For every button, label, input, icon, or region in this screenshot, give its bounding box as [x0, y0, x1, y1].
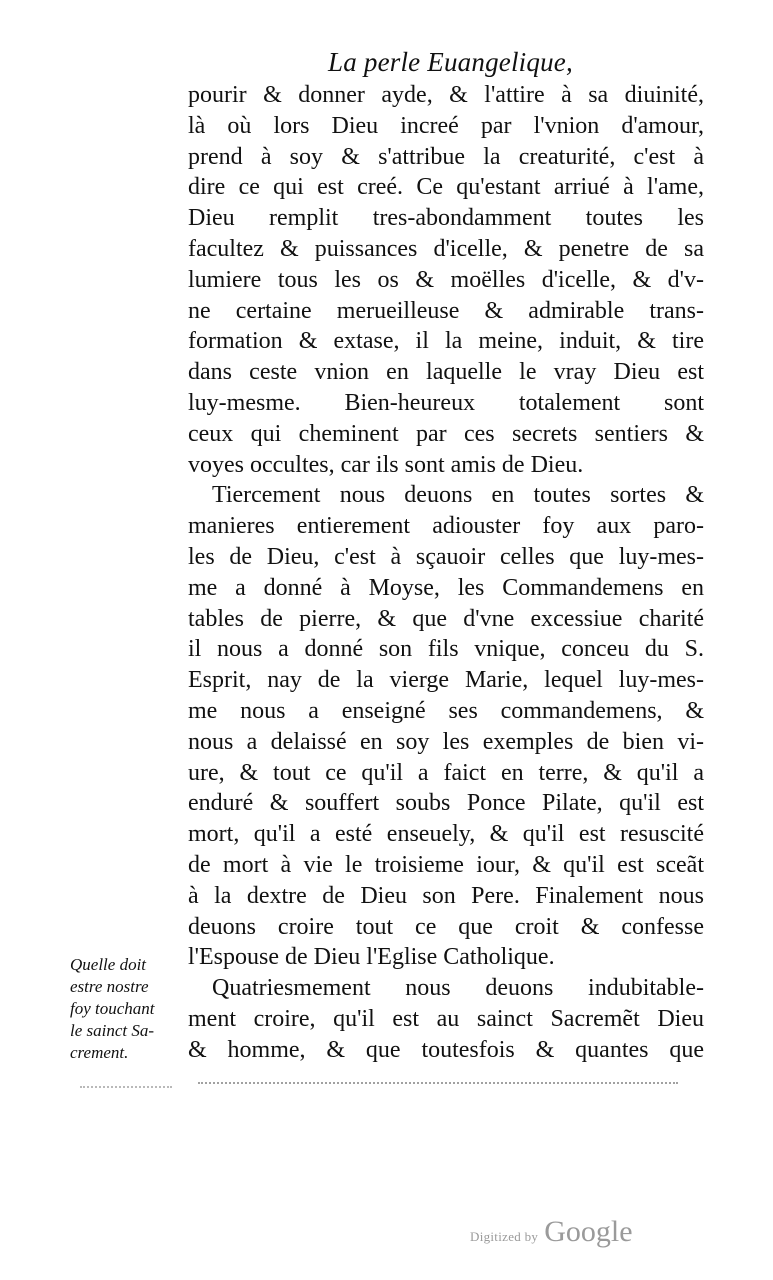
- text-line: deuons croire tout ce que croit & confesse: [188, 913, 704, 940]
- text-line: pourir & donner ayde, & l'attire à sa diuinité,: [188, 82, 704, 108]
- text-line: nous a delaissé en soy les exemples de bien vi-: [188, 728, 704, 755]
- paragraph-end-line: l'Espouse de Dieu l'Eglise Catholique.: [188, 944, 555, 971]
- text-line: ne certaine merueilleuse & admirable trans-: [188, 297, 704, 324]
- running-head: La perle Euangelique,: [328, 47, 573, 77]
- text-line: dire ce qui est creé. Ce qu'estant arriué à l'ame,: [188, 174, 704, 201]
- text-line: Esprit, nay de la vierge Marie, lequel luy-mes-: [188, 667, 704, 694]
- text-line: luy-mesme. Bien-heureux totalement sont: [188, 389, 704, 416]
- text-line: ment croire, qu'il est au sainct Sacremẽt Dieu: [188, 1005, 704, 1032]
- margin-note-line: estre nostre: [70, 977, 149, 996]
- margin-note-line: crement.: [70, 1043, 129, 1062]
- text-line: tables de pierre, & que d'vne excessiue charité: [188, 605, 704, 632]
- paragraph-start-line: Quatriesmement nous deuons indubitable-: [212, 975, 704, 1002]
- text-line: lumiere tous les os & moëlles d'icelle, & d'v-: [188, 266, 704, 293]
- cut-off-margin-line: [80, 1086, 172, 1092]
- text-line: formation & extase, il la meine, induit, & tire: [188, 328, 704, 355]
- text-line: mort, qu'il a esté enseuely, & qu'il est resuscité: [188, 821, 704, 848]
- text-line: de mort à vie le troisieme iour, & qu'il est sceãt: [188, 851, 704, 878]
- text-line: ure, & tout ce qu'il a faict en terre, & qu'il a: [188, 759, 704, 786]
- margin-note-line: le sainct Sa-: [70, 1021, 155, 1040]
- text-line: là où lors Dieu increé par l'vnion d'amour,: [188, 112, 704, 139]
- text-line: & homme, & que toutesfois & quantes que: [188, 1036, 704, 1063]
- text-line: me a donné à Moyse, les Commandemens en: [188, 574, 704, 601]
- margin-note-line: foy touchant: [70, 999, 155, 1018]
- margin-note: [70, 954, 182, 1064]
- watermark-prefix: Digitized by: [470, 1229, 539, 1244]
- paragraph-end-line: voyes occultes, car ils sont amis de Dieu.: [188, 451, 584, 478]
- paragraph-start-line: Tiercement nous deuons en toutes sortes &: [212, 482, 704, 509]
- margin-note-line: Quelle doit: [70, 955, 147, 974]
- cut-off-text-line: [198, 1082, 678, 1092]
- text-line: Dieu remplit tres-abondamment toutes les: [188, 205, 704, 232]
- text-line: enduré & souffert soubs Ponce Pilate, qu'il est: [188, 790, 704, 817]
- text-line: ceux qui cheminent par ces secrets sentiers &: [188, 420, 704, 447]
- text-line: les de Dieu, c'est à sçauoir celles que luy-mes-: [188, 543, 704, 570]
- text-line: manieres entierement adiouster foy aux paro-: [188, 513, 704, 540]
- text-line: me nous a enseigné ses commandemens, &: [188, 697, 704, 724]
- text-line: à la dextre de Dieu son Pere. Finalement nous: [188, 882, 704, 909]
- digitized-watermark: [470, 1215, 633, 1249]
- text-line: il nous a donné son fils vnique, conceu du S.: [188, 636, 704, 663]
- body-text: [188, 80, 704, 1066]
- text-line: prend à soy & s'attribue la creaturité, c'est à: [188, 143, 704, 170]
- google-logo: Google: [544, 1215, 633, 1248]
- text-line: facultez & puissances d'icelle, & penetre de sa: [188, 235, 704, 262]
- text-line: dans ceste vnion en laquelle le vray Dieu est: [188, 359, 704, 386]
